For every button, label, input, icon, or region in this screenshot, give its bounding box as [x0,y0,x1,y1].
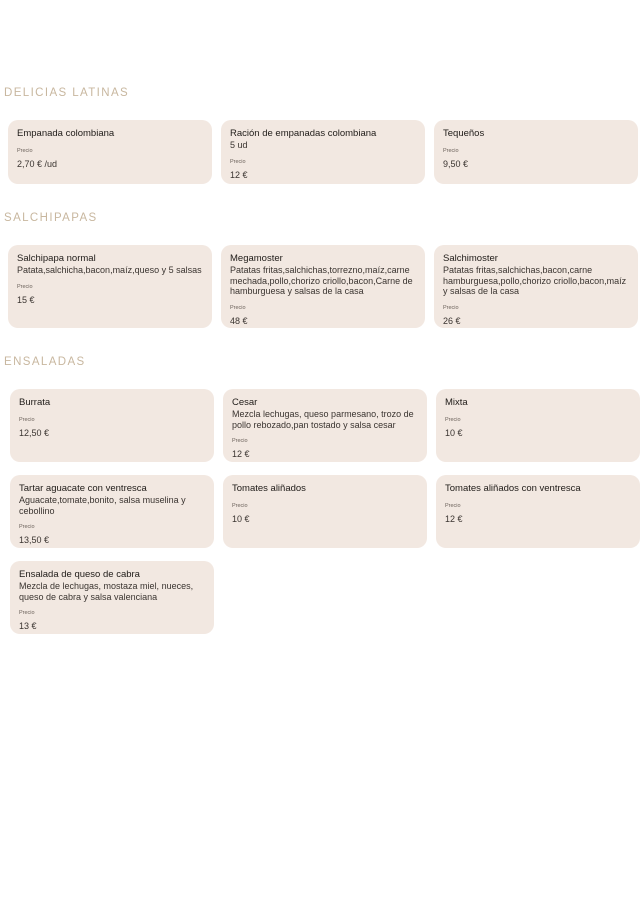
item-price: 26 € [443,315,461,326]
item-name: Mixta [445,397,468,408]
item-price: 12 € [230,169,248,180]
item-description: Patatas fritas,salchichas,bacon,carne hamburguesa,pollo,chorizo criollo,bacon,maíz y salsas de la casa [443,265,627,296]
item-price: 48 € [230,315,248,326]
price-label: Precio [443,304,459,311]
item-description: 5 ud [230,140,248,150]
price-label: Precio [230,304,246,311]
price-label: Precio [445,503,461,509]
item-name: Empanada colombiana [17,128,115,139]
item-name: Tomates aliñados con ventresca [445,483,581,494]
menu-grid-delicias-latinas [8,120,638,184]
item-name: Cesar [232,397,258,408]
item-price: 2,70 € /ud [17,159,58,169]
section-title-ensaladas: ENSALADAS [4,356,86,368]
item-name: Ración de empanadas colombiana [230,128,377,139]
item-price: 15 € [17,294,35,305]
menu-item-card[interactable] [10,475,214,548]
price-label: Precio [443,148,459,154]
menu-item-card[interactable] [436,389,640,462]
menu-item-card[interactable] [223,389,427,462]
item-name: Salchimoster [443,253,498,264]
menu-item-card[interactable] [10,561,214,634]
price-label: Precio [232,438,248,444]
item-price: 12 € [445,514,463,524]
menu-item-card[interactable] [434,245,638,328]
menu-item-card[interactable] [223,475,427,548]
menu-grid-salchipapas [8,245,638,328]
item-name: Burrata [19,397,51,408]
item-price: 10 € [232,514,250,524]
price-label: Precio [17,283,33,290]
item-description: Patatas fritas,salchichas,torrezno,maíz,carne mechada,pollo,chorizo criollo,bacon,Carne de hamburguesa y salsas de la casa [230,265,413,296]
price-label: Precio [19,524,35,530]
menu-item-card[interactable] [434,120,638,184]
section-title-delicias-latinas: DELICIAS LATINAS [4,87,130,99]
price-label: Precio [19,417,35,423]
menu-item-card[interactable] [10,389,214,462]
menu-item-card[interactable] [221,120,425,184]
item-price: 13 € [19,621,37,631]
price-label: Precio [445,417,461,423]
item-name: Tequeños [443,128,485,139]
price-label: Precio [232,503,248,509]
price-label: Precio [17,148,33,154]
item-name: Salchipapa normal [17,253,96,264]
item-description: Aguacate,tomate,bonito, salsa muselina y cebollino [19,495,186,516]
item-description: Mezcla de lechugas, mostaza miel, nueces, queso de cabra y salsa valenciana [19,581,194,602]
item-price: 10 € [445,428,463,438]
item-description: Mezcla lechugas, queso parmesano, trozo de pollo rebozado,pan tostado y salsa cesar [232,409,414,430]
item-price: 9,50 € [443,159,469,169]
menu-item-card[interactable] [436,475,640,548]
price-label: Precio [230,158,246,165]
item-price: 13,50 € [19,535,50,545]
item-name: Ensalada de queso de cabra [19,569,140,580]
menu-grid-ensaladas [10,389,640,634]
item-name: Tartar aguacate con ventresca [19,483,147,494]
menu-item-card[interactable] [8,120,212,184]
item-price: 12 € [232,449,250,459]
section-title-salchipapas: SALCHIPAPAS [4,212,98,224]
item-price: 12,50 € [19,428,50,438]
item-name: Megamoster [230,253,283,264]
menu-item-card[interactable] [8,245,212,328]
price-label: Precio [19,610,35,616]
item-description: Patata,salchicha,bacon,maíz,queso y 5 salsas [17,265,202,275]
menu-item-card[interactable] [221,245,425,328]
item-name: Tomates aliñados [232,483,306,494]
